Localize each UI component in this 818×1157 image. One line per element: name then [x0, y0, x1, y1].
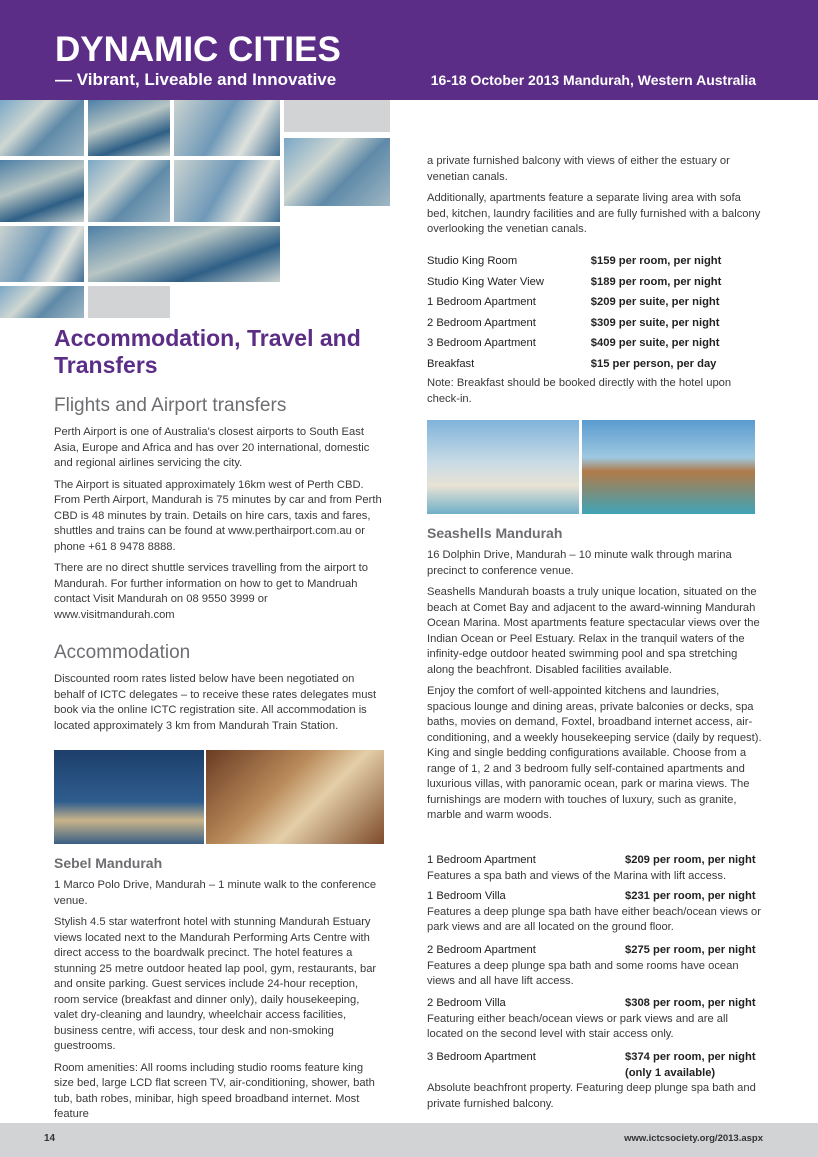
aerial-photo-mosaic [0, 100, 395, 320]
seashells-pool-photo [582, 420, 755, 514]
seashells-heading: Seashells Mandurah [427, 525, 563, 541]
sebel-heading: Sebel Mandurah [54, 855, 163, 871]
apartment-name: 1 Bedroom Apartment [427, 854, 536, 866]
flights-paragraph: There are no direct shuttle services travelling from the airport to Mandurah. For further information on how to get to Mandruah contact Visit Mandurah on 08 9550 3999 or www.visitmandurah.com [54, 562, 369, 621]
sebel-paragraph: Additionally, apartments feature a separate living area with sofa bed, kitchen, laundry facilities and are fully furnished with a balcony overlooking the venetian canals. [427, 192, 761, 235]
apartment-price: $209 per room, per night [625, 854, 756, 866]
aerial-photo-tile [88, 226, 280, 282]
rate-name: Breakfast [427, 357, 475, 370]
apartment-description: Features a spa bath and views of the Marina with lift access. [427, 869, 727, 882]
apartment-price: $308 per room, per night [625, 997, 756, 1009]
rate-name: Studio King Room [427, 255, 518, 268]
aerial-photo-tile [88, 100, 170, 156]
table-row [427, 354, 762, 375]
sebel-rates-table [427, 251, 762, 374]
page-header [0, 0, 818, 100]
flights-paragraph: Perth Airport is one of Australia's closest airports to South East Asia, Europe and Africa and has over 20 international, domestic and regional airlines servicing the city. [54, 426, 370, 469]
apartment-price: $275 per room, per night [625, 944, 756, 956]
seashells-body [427, 548, 762, 824]
apartment-name: 2 Bedroom Apartment [427, 944, 536, 956]
brochure-subtitle: — Vibrant, Liveable and Innovative [55, 70, 337, 89]
grey-tile [284, 100, 390, 132]
seashells-apartment [427, 853, 762, 884]
page-title: Accommodation, Travel and Transfers [54, 325, 361, 378]
apartment-price: $231 per room, per night [625, 890, 756, 902]
apartment-price: $374 per room, per night [625, 1051, 756, 1063]
page-number: 14 [44, 1133, 56, 1144]
rate-name: 3 Bedroom Apartment [427, 337, 536, 350]
rate-price: $159 per room, per night [590, 255, 722, 268]
rate-price: $209 per suite, per night [590, 296, 720, 309]
sebel-room-photo [206, 750, 384, 844]
aerial-photo-tile [0, 160, 84, 222]
flights-paragraph: The Airport is situated approximately 16km west of Perth CBD. From Perth Airport, Mandurah is 75 minutes by car and from Perth CBD is 48 minutes by train. Details on hire cars, taxis and fares, shuttles and trains can be found at www.perthairport.com.au or phone +61 8 9478 8888. [54, 478, 382, 553]
breakfast-note: Note: Breakfast should be booked directly with the hotel upon check-in. [427, 377, 732, 405]
aerial-photo-tile [0, 100, 84, 156]
sebel-exterior-photo [54, 750, 204, 844]
table-row [427, 272, 762, 293]
aerial-photo-tile [88, 160, 170, 222]
rate-price: $189 per room, per night [590, 275, 722, 288]
table-row [427, 333, 762, 354]
apartment-name: 1 Bedroom Villa [427, 890, 506, 902]
event-date-location: 16-18 October 2013 Mandurah, Western Australia [430, 72, 756, 88]
apartment-description: Featuring either beach/ocean views or park views and are all located on the second level with stair access only. [427, 1012, 728, 1040]
sebel-body [54, 878, 384, 1123]
sebel-paragraph: Stylish 4.5 star waterfront hotel with stunning Mandurah Estuary views located next to the Mandurah Performing Arts Centre with direct access to the boardwalk precinct. The hotel features a stunning 25 metre outdoor heated lap pool, gym, restaurants, bar and onsite parking. Guest services include 24-hour reception, room service (breakfast and dinner only), daily housekeeping, valet dry-cleaning and laundry, wheelchair access facilities, business centre, wifi access, tour desk and non-smoking guestrooms. [54, 916, 377, 1052]
seashells-exterior-photo [427, 420, 579, 514]
accommodation-paragraph: Discounted room rates listed below have been negotiated on behalf of ICTC delegates – to receive these rates delegates must book via the online ICTC registration site. All accommodation is located approximately 3 km from Mandurah Train Station. [54, 673, 377, 732]
sebel-paragraph: 1 Marco Polo Drive, Mandurah – 1 minute walk to the conference venue. [54, 879, 377, 907]
page-footer [0, 1123, 818, 1157]
table-row [427, 292, 762, 313]
seashells-apartment [427, 1050, 762, 1112]
sebel-note [427, 376, 762, 407]
flights-heading: Flights and Airport transfers [54, 395, 287, 416]
seashells-paragraph: 16 Dolphin Drive, Mandurah – 10 minute walk through marina precinct to conference venue. [427, 549, 732, 577]
rate-name: 1 Bedroom Apartment [427, 296, 536, 309]
rate-price: $409 per suite, per night [590, 337, 720, 350]
apartment-name: 2 Bedroom Villa [427, 997, 506, 1009]
rate-name: Studio King Water View [427, 275, 544, 288]
seashells-apartment [427, 996, 762, 1043]
seashells-apartment [427, 943, 762, 990]
apartment-description: Features a deep plunge spa bath have either beach/ocean views or park views and are all located on the ground floor. [427, 905, 761, 933]
seashells-apartment [427, 889, 762, 936]
aerial-photo-tile [0, 226, 84, 282]
flights-body [54, 425, 384, 623]
rate-name: 2 Bedroom Apartment [427, 316, 536, 329]
footer-url: www.ictcsociety.org/2013.aspx [624, 1133, 763, 1144]
sebel-paragraph: Room amenities: All rooms including studio rooms feature king size bed, large LCD flat screen TV, air-conditioning, shower, bath tub, bath robes, minibar, high speed broadband internet. Most feature [54, 1061, 375, 1120]
sebel-body-continued [427, 154, 762, 238]
rate-price: $309 per suite, per night [590, 316, 720, 329]
accommodation-body [54, 672, 384, 734]
apartment-availability: (only 1 available) [625, 1066, 716, 1079]
aerial-photo-tile [174, 100, 280, 156]
seashells-paragraph: Seashells Mandurah boasts a truly unique location, situated on the beach at Comet Bay and adjacent to the award-winning Mandurah Ocean Marina. Most apartments feature spectacular views over the Indian Ocean or Peel Estuary. Relax in the tranquil waters of the infinity-edge outdoor heated swimming pool and spa stretching along the beachfront. Disabled facilities available. [427, 586, 760, 676]
rate-price: $15 per person, per day [590, 357, 717, 370]
sebel-paragraph: a private furnished balcony with views of either the estuary or venetian canals. [427, 155, 730, 183]
accommodation-heading: Accommodation [54, 642, 191, 663]
grey-tile [88, 286, 170, 318]
brochure-title: DYNAMIC CITIES [55, 30, 341, 69]
apartment-description: Absolute beachfront property. Featuring deep plunge spa bath and private furnished balcony. [427, 1082, 756, 1110]
apartment-description: Features a deep plunge spa bath and some rooms have ocean views and all have lift access. [427, 959, 739, 987]
aerial-photo-tile [174, 160, 280, 222]
aerial-photo-tile [284, 138, 390, 206]
apartment-name: 3 Bedroom Apartment [427, 1051, 536, 1063]
seashells-paragraph: Enjoy the comfort of well-appointed kitchens and laundries, spacious lounge and dining areas, private balconies or decks, spa baths, movies on demand, Foxtel, broadband internet access, air-conditioning, and a weekly housekeeping service (daily by request). King and single bedding configurations available. Choose from a range of 1, 2 and 3 bedroom fully self-contained apartments and luxurious villas, with panoramic ocean, park or marina views. The furnishings are modern with touches of luxury, such as granite, marble and warm woods. [427, 685, 762, 821]
table-row [427, 313, 762, 334]
aerial-photo-tile [0, 286, 84, 318]
table-row [427, 251, 762, 272]
